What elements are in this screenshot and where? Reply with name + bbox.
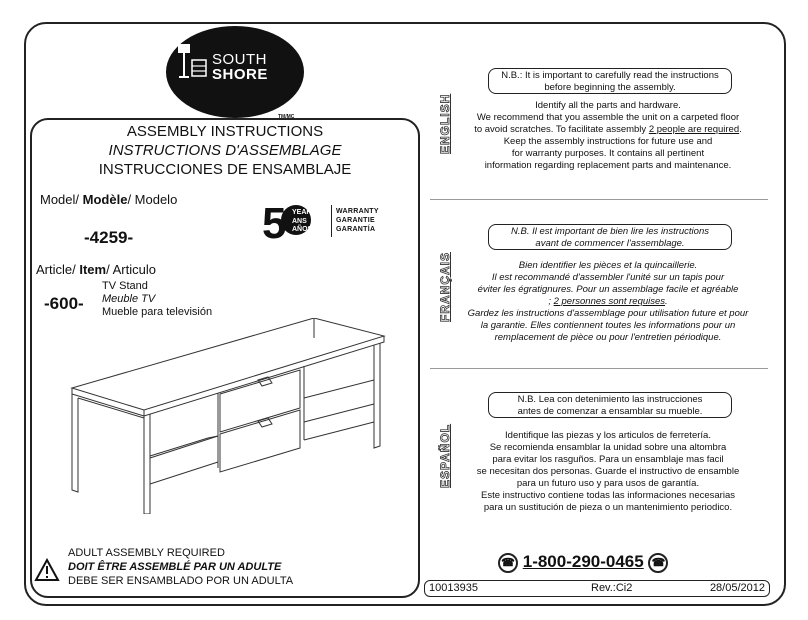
footer <box>424 580 770 597</box>
french-line: la garantie. Elles contiennent toutes les informations pour un <box>480 320 736 331</box>
english-people-required: 2 people are required <box>648 124 740 135</box>
article-name-es: Mueble para televisión <box>102 306 213 318</box>
english-line <box>436 124 780 136</box>
french-line-part: ; <box>548 296 554 307</box>
french-nb-box <box>488 224 732 250</box>
adult-en: ADULT ASSEMBLY REQUIRED <box>68 547 225 559</box>
english-label: ENGLISH <box>438 93 452 154</box>
french-label: FRANÇAIS <box>438 252 452 322</box>
brand-name <box>212 52 268 82</box>
french-line <box>436 296 780 308</box>
article-names <box>102 280 212 319</box>
french-line: Bien identifier les pièces et la quincaillerie. <box>518 260 698 271</box>
french-nb-line: N.B. Il est important de bien lire les instructions <box>510 226 709 237</box>
phone-number[interactable] <box>498 552 668 573</box>
model-label-es: / Modelo <box>127 192 178 207</box>
spanish-label: ESPAÑOL <box>438 423 452 488</box>
english-line-part: . <box>739 124 742 135</box>
model-label-fr: Modèle <box>82 192 128 207</box>
english-line-part: to avoid scratches. To facilitate assembly <box>474 124 649 135</box>
article-label-en: Article/ <box>36 262 80 277</box>
article-name-en: TV Stand <box>102 280 148 292</box>
warranty-words <box>336 207 379 234</box>
warning-icon <box>34 558 60 582</box>
adult-es: DEBE SER ENSAMBLADO POR UN ADULTA <box>68 575 294 587</box>
model-label-en: Model/ <box>40 192 83 207</box>
warranty-number: 5 <box>262 199 287 248</box>
warranty-word-en: WARRANTY <box>336 208 379 215</box>
french-line: Gardez les instructions d'assemblage pour utilisation future et pour <box>467 308 749 319</box>
title-block <box>30 122 420 179</box>
phone-icon: ☎ <box>498 553 518 573</box>
english-nb-line: before beginning the assembly. <box>544 82 676 93</box>
spanish-nb-box <box>488 392 732 418</box>
brand-line-2: SHORE <box>212 66 268 83</box>
section-divider <box>430 199 768 200</box>
english-line: information regarding replacement parts and maintenance. <box>484 160 732 171</box>
title-en: ASSEMBLY INSTRUCTIONS <box>126 123 324 140</box>
french-line-part: . <box>665 296 668 307</box>
lamp-icon <box>176 44 210 84</box>
adult-assembly-notice <box>68 546 293 588</box>
english-body <box>436 100 780 172</box>
warranty-years-en: YEARS <box>292 209 317 216</box>
phone-number-text: 1-800-290-0465 <box>522 552 644 571</box>
english-line: for warranty purposes. It contains all pertinent <box>511 148 705 159</box>
title-fr: INSTRUCTIONS D'ASSEMBLAGE <box>108 142 342 159</box>
french-line: Il est recommandé d'assembler l'unité sur un tapis pour <box>491 272 725 283</box>
article-label-es: / Articulo <box>106 262 156 277</box>
warranty-divider <box>331 205 332 237</box>
french-line: éviter les égratignures. Pour un assemblage facile et agréable <box>477 284 739 295</box>
spanish-body <box>436 430 780 514</box>
article-name-fr: Meuble TV <box>102 293 156 305</box>
warranty-word-fr: GARANTIE <box>336 217 375 224</box>
document-number: 10013935 <box>429 582 478 594</box>
article-number: -600- <box>44 294 84 313</box>
trademark: TM/MC <box>278 114 295 120</box>
document-date: 28/05/2012 <box>709 582 765 594</box>
english-line: Keep the assembly instructions for future use and <box>503 136 713 147</box>
french-line: remplacement de pièce ou pour l'entretien périodique. <box>494 332 722 343</box>
spanish-line: para un futuro uso y para usos de garantía. <box>516 478 700 489</box>
spanish-line: Se recomienda ensamblar la unidad sobre una altombra <box>489 442 727 453</box>
model-number: -4259- <box>84 228 134 247</box>
warranty-word-es: GARANTÍA <box>336 226 376 233</box>
brand-line-1: SOUTH <box>212 51 267 68</box>
spanish-line: para evitar los rasguños. Para un ensamblaje mas facil <box>492 454 724 465</box>
spanish-line: Identifique las piezas y los articulos de ferretería. <box>505 430 711 441</box>
tv-stand-illustration <box>68 318 388 514</box>
french-people-required: 2 personnes sont requises <box>553 296 666 307</box>
revision: Rev.:Ci2 <box>591 582 633 594</box>
warranty-years-es: AÑOS <box>292 226 313 233</box>
warranty-years <box>292 209 316 235</box>
english-nb-line: N.B.: It is important to carefully read the instructions <box>501 70 719 81</box>
article-label <box>36 262 156 277</box>
title-es: INSTRUCCIONES DE ENSAMBLAJE <box>98 161 352 178</box>
french-nb-line: avant de commencer l'assemblage. <box>535 238 685 249</box>
spanish-line: se necesitan dos personas. Guarde el instructivo de ensamble <box>476 466 740 477</box>
article-label-fr: Item <box>79 262 107 277</box>
model-label <box>40 192 177 207</box>
spanish-line: para un sustitución de pieza o un mantenimiento periodico. <box>483 502 733 513</box>
french-body <box>436 260 780 344</box>
adult-fr: DOIT ÊTRE ASSEMBLÉ PAR UN ADULTE <box>68 561 282 573</box>
warranty-years-fr: ANS <box>292 217 307 225</box>
english-nb-box <box>488 68 732 94</box>
phone-icon: ☎ <box>648 553 668 573</box>
english-line: Identify all the parts and hardware. <box>535 100 681 111</box>
spanish-line: Este instructivo contiene todas las informaciones necesarias <box>481 490 735 501</box>
english-line: We recommend that you assemble the unit on a carpeted floor <box>476 112 740 123</box>
section-divider <box>430 368 768 369</box>
spanish-nb-line: N.B. Lea con detenimiento las instrucciones <box>517 394 703 405</box>
spanish-nb-line: antes de comenzar a ensamblar su mueble. <box>517 406 703 417</box>
